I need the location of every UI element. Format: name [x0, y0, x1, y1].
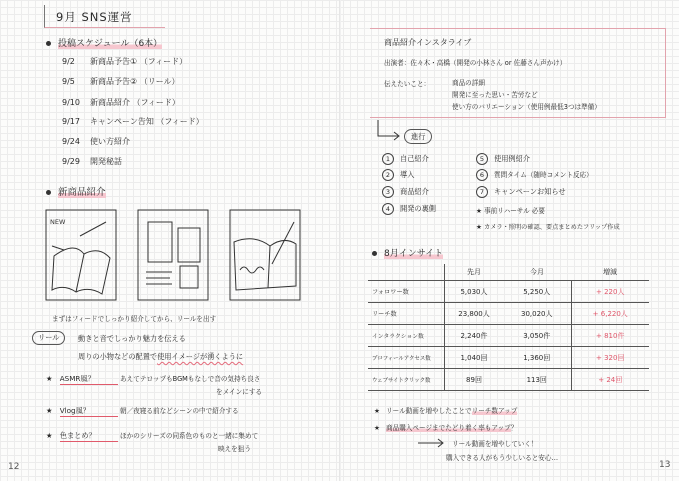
summary-text: リール動画を増やしたことで: [386, 407, 472, 415]
reel-tag: リール: [32, 331, 65, 345]
row-curr: 113回: [503, 369, 571, 391]
live-message-1: 商品の詳細: [452, 79, 485, 87]
schedule-date: 9/17: [62, 117, 80, 126]
new-product-heading: [46, 184, 106, 198]
new-product-heading-text: 新商品紹介: [58, 187, 106, 198]
star-icon: ★: [374, 424, 380, 432]
star-icon: ★: [46, 374, 53, 383]
flow-step: [382, 169, 414, 181]
product-sketches: [44, 206, 304, 306]
insight-col-diff: 増減: [603, 268, 617, 276]
row-diff: + 220人: [571, 281, 649, 303]
live-message-label: 伝えたいこと：: [384, 80, 431, 88]
flow-step: [476, 186, 566, 198]
row-prev: 5,030人: [445, 281, 504, 303]
reel-line-2a: 周りの小物などの配置で: [78, 352, 158, 361]
follow-up-arrow-icon: [416, 436, 446, 450]
schedule-date: 9/5: [62, 77, 75, 86]
live-message-3: 使い方のバリエーション（使用例最低3つは準備）: [452, 103, 601, 111]
flow-step: [382, 186, 429, 198]
step-number: 4: [382, 203, 394, 215]
schedule-text: 新商品紹介 （フィード）: [90, 98, 180, 107]
cast-value: 佐々木・高橋（開発の小林さん or 佐藤さん声かけ）: [410, 59, 567, 67]
row-curr: 1,360回: [503, 347, 571, 369]
star-icon: ★: [374, 407, 380, 415]
schedule-text: 開発秘話: [90, 157, 122, 166]
insight-header-row: [368, 264, 649, 281]
schedule-item: [62, 56, 187, 67]
insight-heading: [372, 246, 443, 259]
step-text: 使用例紹介: [494, 154, 530, 163]
step-number: 2: [382, 169, 394, 181]
schedule-date: 9/24: [62, 137, 80, 146]
schedule-item: [62, 76, 180, 87]
row-label: プロフィールアクセス数: [368, 347, 445, 369]
sketch-new-label: NEW: [50, 218, 66, 226]
summary-text: ？: [510, 424, 518, 432]
step-text: 商品紹介: [400, 187, 429, 196]
table-row: [368, 325, 649, 347]
bullet-dot: [46, 190, 51, 195]
row-curr: 3,050件: [503, 325, 571, 347]
schedule-text: 新商品予告① （フィード）: [90, 57, 188, 66]
live-message-2: 開発に至った思い・苦労など: [452, 91, 538, 99]
schedule-date: 9/29: [62, 157, 80, 166]
insight-header-blank: [368, 264, 445, 281]
row-prev: 1,040回: [445, 347, 504, 369]
row-label: フォロワー数: [368, 281, 445, 303]
bullet-dot: [372, 251, 377, 256]
row-diff: + 810件: [571, 325, 649, 347]
schedule-date: 9/10: [62, 98, 80, 107]
bullet-dot: [46, 41, 51, 46]
flow-note-rehearsal: [476, 205, 545, 215]
flow-label: 進行: [404, 129, 432, 144]
row-prev: 23,800人: [445, 303, 504, 325]
row-label: リーチ数: [368, 303, 445, 325]
new-product-caption: まずはフィードでしっかり紹介してから、リールを出す: [52, 315, 217, 323]
step-text: 開発の裏側: [400, 204, 436, 213]
step-text: 導入: [400, 170, 415, 179]
row-prev: 89回: [445, 369, 504, 391]
star-icon: ★: [476, 207, 482, 215]
step-number: 6: [476, 169, 488, 181]
note-text: ほかのシリーズの同系色のものと一緒に集めて: [120, 432, 259, 440]
follow-up-1: リール動画を増やしていく！: [452, 440, 538, 448]
flow-step: [476, 169, 593, 181]
schedule-text: 新商品予告② （リール）: [90, 77, 180, 86]
table-row: [368, 303, 649, 325]
schedule-item: [62, 136, 130, 147]
table-row: [368, 369, 649, 391]
schedule-item: [62, 97, 180, 108]
star-icon: ★: [46, 431, 53, 440]
summary-reel: [374, 405, 517, 415]
summary-highlight: リーチ数アップ: [471, 407, 518, 415]
step-text: キャンペーンお知らせ: [494, 187, 566, 196]
note-asmr: [46, 373, 260, 385]
schedule-date: 9/2: [62, 57, 75, 66]
follow-up-2: 購入できる人がもう少しいると安心…: [446, 454, 559, 462]
table-row: [368, 281, 649, 303]
schedule-item: [62, 156, 122, 167]
step-number: 3: [382, 186, 394, 198]
star-icon: ★: [476, 223, 482, 231]
insight-col-prev: 先月: [445, 264, 504, 281]
flow-step: [476, 153, 530, 165]
row-label: インタラクション数: [368, 325, 445, 347]
note-text: 朝／夜寝る前などシーンの中で紹介する: [120, 407, 239, 415]
flow-step: [382, 203, 436, 215]
sketch-pages: [138, 210, 208, 300]
sketch-pen-writing: [230, 210, 300, 300]
note-label: ASMR風？: [60, 374, 118, 385]
insight-heading-text: 8月インサイト: [384, 249, 444, 259]
note-color: [46, 430, 258, 442]
row-diff: + 24回: [571, 369, 649, 391]
left-page-title: 9月 SNS運営: [56, 10, 133, 24]
row-label: ウェブサイトクリック数: [368, 369, 445, 391]
note-vlog: [46, 405, 239, 417]
table-row: [368, 347, 649, 369]
schedule-heading-text: 投稿スケジュール（6本）: [58, 39, 163, 49]
schedule-text: キャンペーン告知 （フィード）: [90, 117, 204, 126]
note-asmr-cont: をメインにする: [216, 388, 263, 396]
row-diff: + 6,220人: [571, 303, 649, 325]
insight-table: [368, 264, 649, 391]
step-number: 7: [476, 186, 488, 198]
reel-line-2b: 使用イメージが湧くように: [157, 352, 244, 361]
step-number: 5: [476, 153, 488, 165]
flow-step: [382, 153, 429, 165]
live-cast: [384, 57, 566, 67]
note-text: あえてテロップもBGMもなしで音の気持ち良さ: [120, 375, 261, 383]
insight-col-curr: 今月: [530, 268, 544, 276]
schedule-heading: [46, 36, 162, 49]
live-title: 商品紹介インスタライブ: [384, 38, 472, 47]
page-number-right: 13: [659, 460, 671, 470]
note-label: Vlog風？: [60, 406, 118, 417]
step-number: 1: [382, 153, 394, 165]
row-curr: 5,250人: [503, 281, 571, 303]
cast-label: 出演者：: [384, 59, 411, 67]
step-text: 質問タイム（随時コメント反応）: [494, 171, 593, 179]
note-color-cont: 映えを狙う: [218, 445, 251, 453]
reel-line-2: [78, 352, 243, 362]
flow-note-camera: [476, 222, 620, 231]
summary-purchase: [374, 422, 517, 432]
page-number-left: 12: [8, 462, 20, 472]
schedule-text: 使い方紹介: [90, 137, 130, 146]
note-text: カメラ・照明の確認、要点まとめたフリップ作成: [484, 224, 620, 231]
flow-arrow-icon: [374, 118, 404, 144]
note-text: 事前リハーサル 必要: [484, 207, 545, 215]
reel-line-1: 動きと音でしっかり魅力を伝える: [78, 334, 186, 343]
step-text: 自己紹介: [400, 154, 429, 163]
row-diff: + 320回: [571, 347, 649, 369]
note-label: 色まとめ？: [60, 431, 118, 442]
row-curr: 30,020人: [503, 303, 571, 325]
summary-highlight: 商品購入ページまでたどり着く率もアップ: [386, 424, 511, 432]
schedule-item: [62, 116, 204, 127]
row-prev: 2,240件: [445, 325, 504, 347]
page-gutter: [339, 0, 341, 481]
star-icon: ★: [46, 406, 53, 415]
